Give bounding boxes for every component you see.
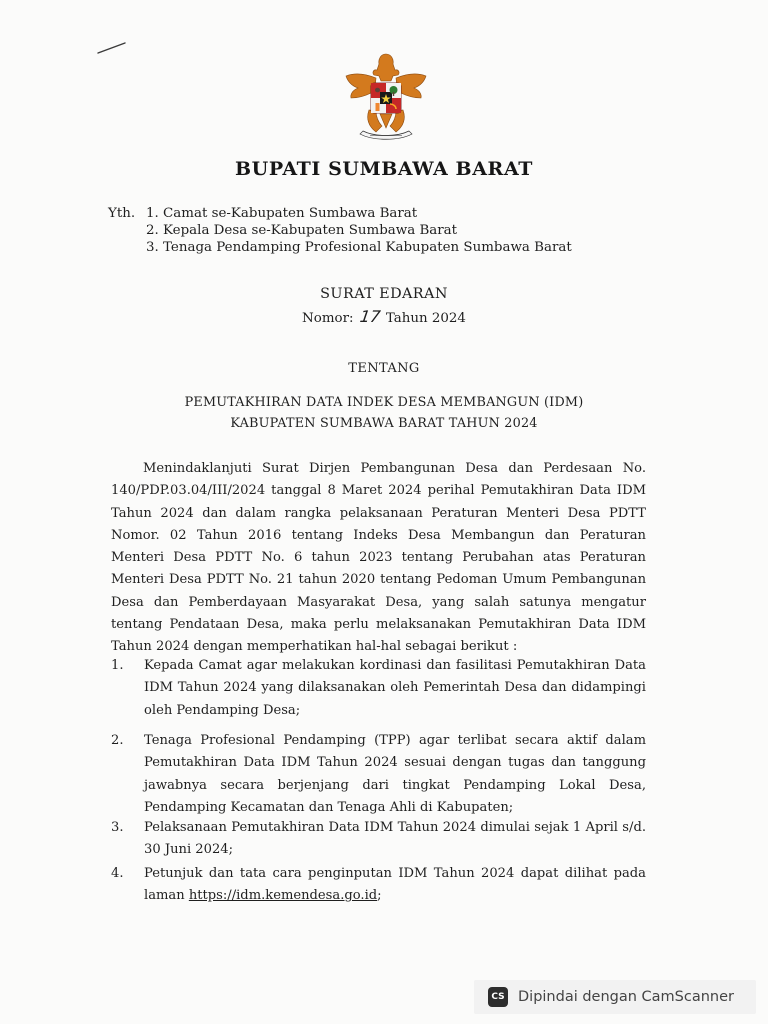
about-label: TENTANG xyxy=(348,361,420,376)
recipient-item: 3. Tenaga Pendamping Profesional Kabupaten Sumbawa Barat xyxy=(146,240,572,255)
recipients-list xyxy=(146,205,746,256)
camscanner-logo-icon: CS xyxy=(488,987,508,1007)
idm-website-link[interactable]: https://idm.kemendesa.go.id xyxy=(188,888,378,904)
number-suffix: Tahun 2024 xyxy=(385,311,466,326)
item-number: 2. xyxy=(111,733,124,748)
recipient-item: 2. Kepala Desa se-Kabupaten Sumbawa Barat xyxy=(146,223,458,238)
item-text: Petunjuk dan tata cara penginputan IDM Tahun 2024 dapat dilihat pada laman xyxy=(144,866,646,904)
item-text: Tenaga Profesional Pendamping (TPP) agar terlibat secara aktif dalam Pemutakhiran Data IDM Tahun 2024 sesuai dengan tugas dan tanggung jawabnya secara berjenjang dari tingkat Pendamping Lokal Desa, Pendamping Kecamatan dan Tenaga Ahli di Kabupaten; xyxy=(144,733,646,815)
circular-number-line xyxy=(0,307,768,326)
camscanner-text: Dipindai dengan CamScanner xyxy=(518,989,735,1005)
handwritten-number: 17 xyxy=(358,307,382,326)
item-text-end: ; xyxy=(377,888,382,904)
garuda-pancasila-emblem xyxy=(338,48,434,144)
circular-title: SURAT EDARAN xyxy=(320,286,448,302)
subject-line-1: PEMUTAKHIRAN DATA INDEK DESA MEMBANGUN (IDM) xyxy=(184,395,584,410)
item-number: 1. xyxy=(111,658,124,673)
item-text: Pelaksanaan Pemutakhiran Data IDM Tahun 2024 dimulai sejak 1 April s/d. 30 Juni 2024; xyxy=(144,820,646,858)
letterhead-title: BUPATI SUMBAWA BARAT xyxy=(235,158,533,180)
item-number: 4. xyxy=(111,866,124,881)
intro-paragraph: Menindaklanjuti Surat Dirjen Pembangunan Desa dan Perdesaan No. 140/PDP.03.04/III/2024 tanggal 8 Maret 2024 perihal Pemutakhiran Data IDM Tahun 2024 dan dalam rangka pelaksanaan Peraturan Menteri Desa PDTT Nomor. 02 Tahun 2016 tentang Indeks Desa Membangun dan Peraturan Menteri Desa PDTT No. 6 tahun 2023 tentang Perubahan atas Peraturan Menteri Desa PDTT No. 21 tahun 2020 tentang Pedoman Umum Pembangunan Desa dan Pemberdayaan Masyarakat Desa, yang salah satunya mengatur tentang Pendataan Desa, maka perlu melaksanakan Pemutakhiran Data IDM Tahun 2024 dengan memperhatikan hal-hal sebagai berikut : xyxy=(111,461,646,655)
item-text-with-link xyxy=(144,863,646,908)
recipients-label: Yth. xyxy=(108,206,136,221)
recipient-item: 1. Camat se-Kabupaten Sumbawa Barat xyxy=(146,206,418,221)
subject-line-2: KABUPATEN SUMBAWA BARAT TAHUN 2024 xyxy=(230,416,538,431)
item-text: Kepada Camat agar melakukan kordinasi dan fasilitasi Pemutakhiran Data IDM Tahun 2024 yang dilaksanakan oleh Pemerintah Desa dan didampingi oleh Pendamping Desa; xyxy=(144,658,646,718)
item-number: 3. xyxy=(111,820,124,835)
pen-stroke-mark xyxy=(96,40,128,56)
number-prefix: Nomor: xyxy=(302,311,354,326)
camscanner-watermark xyxy=(474,980,756,1014)
